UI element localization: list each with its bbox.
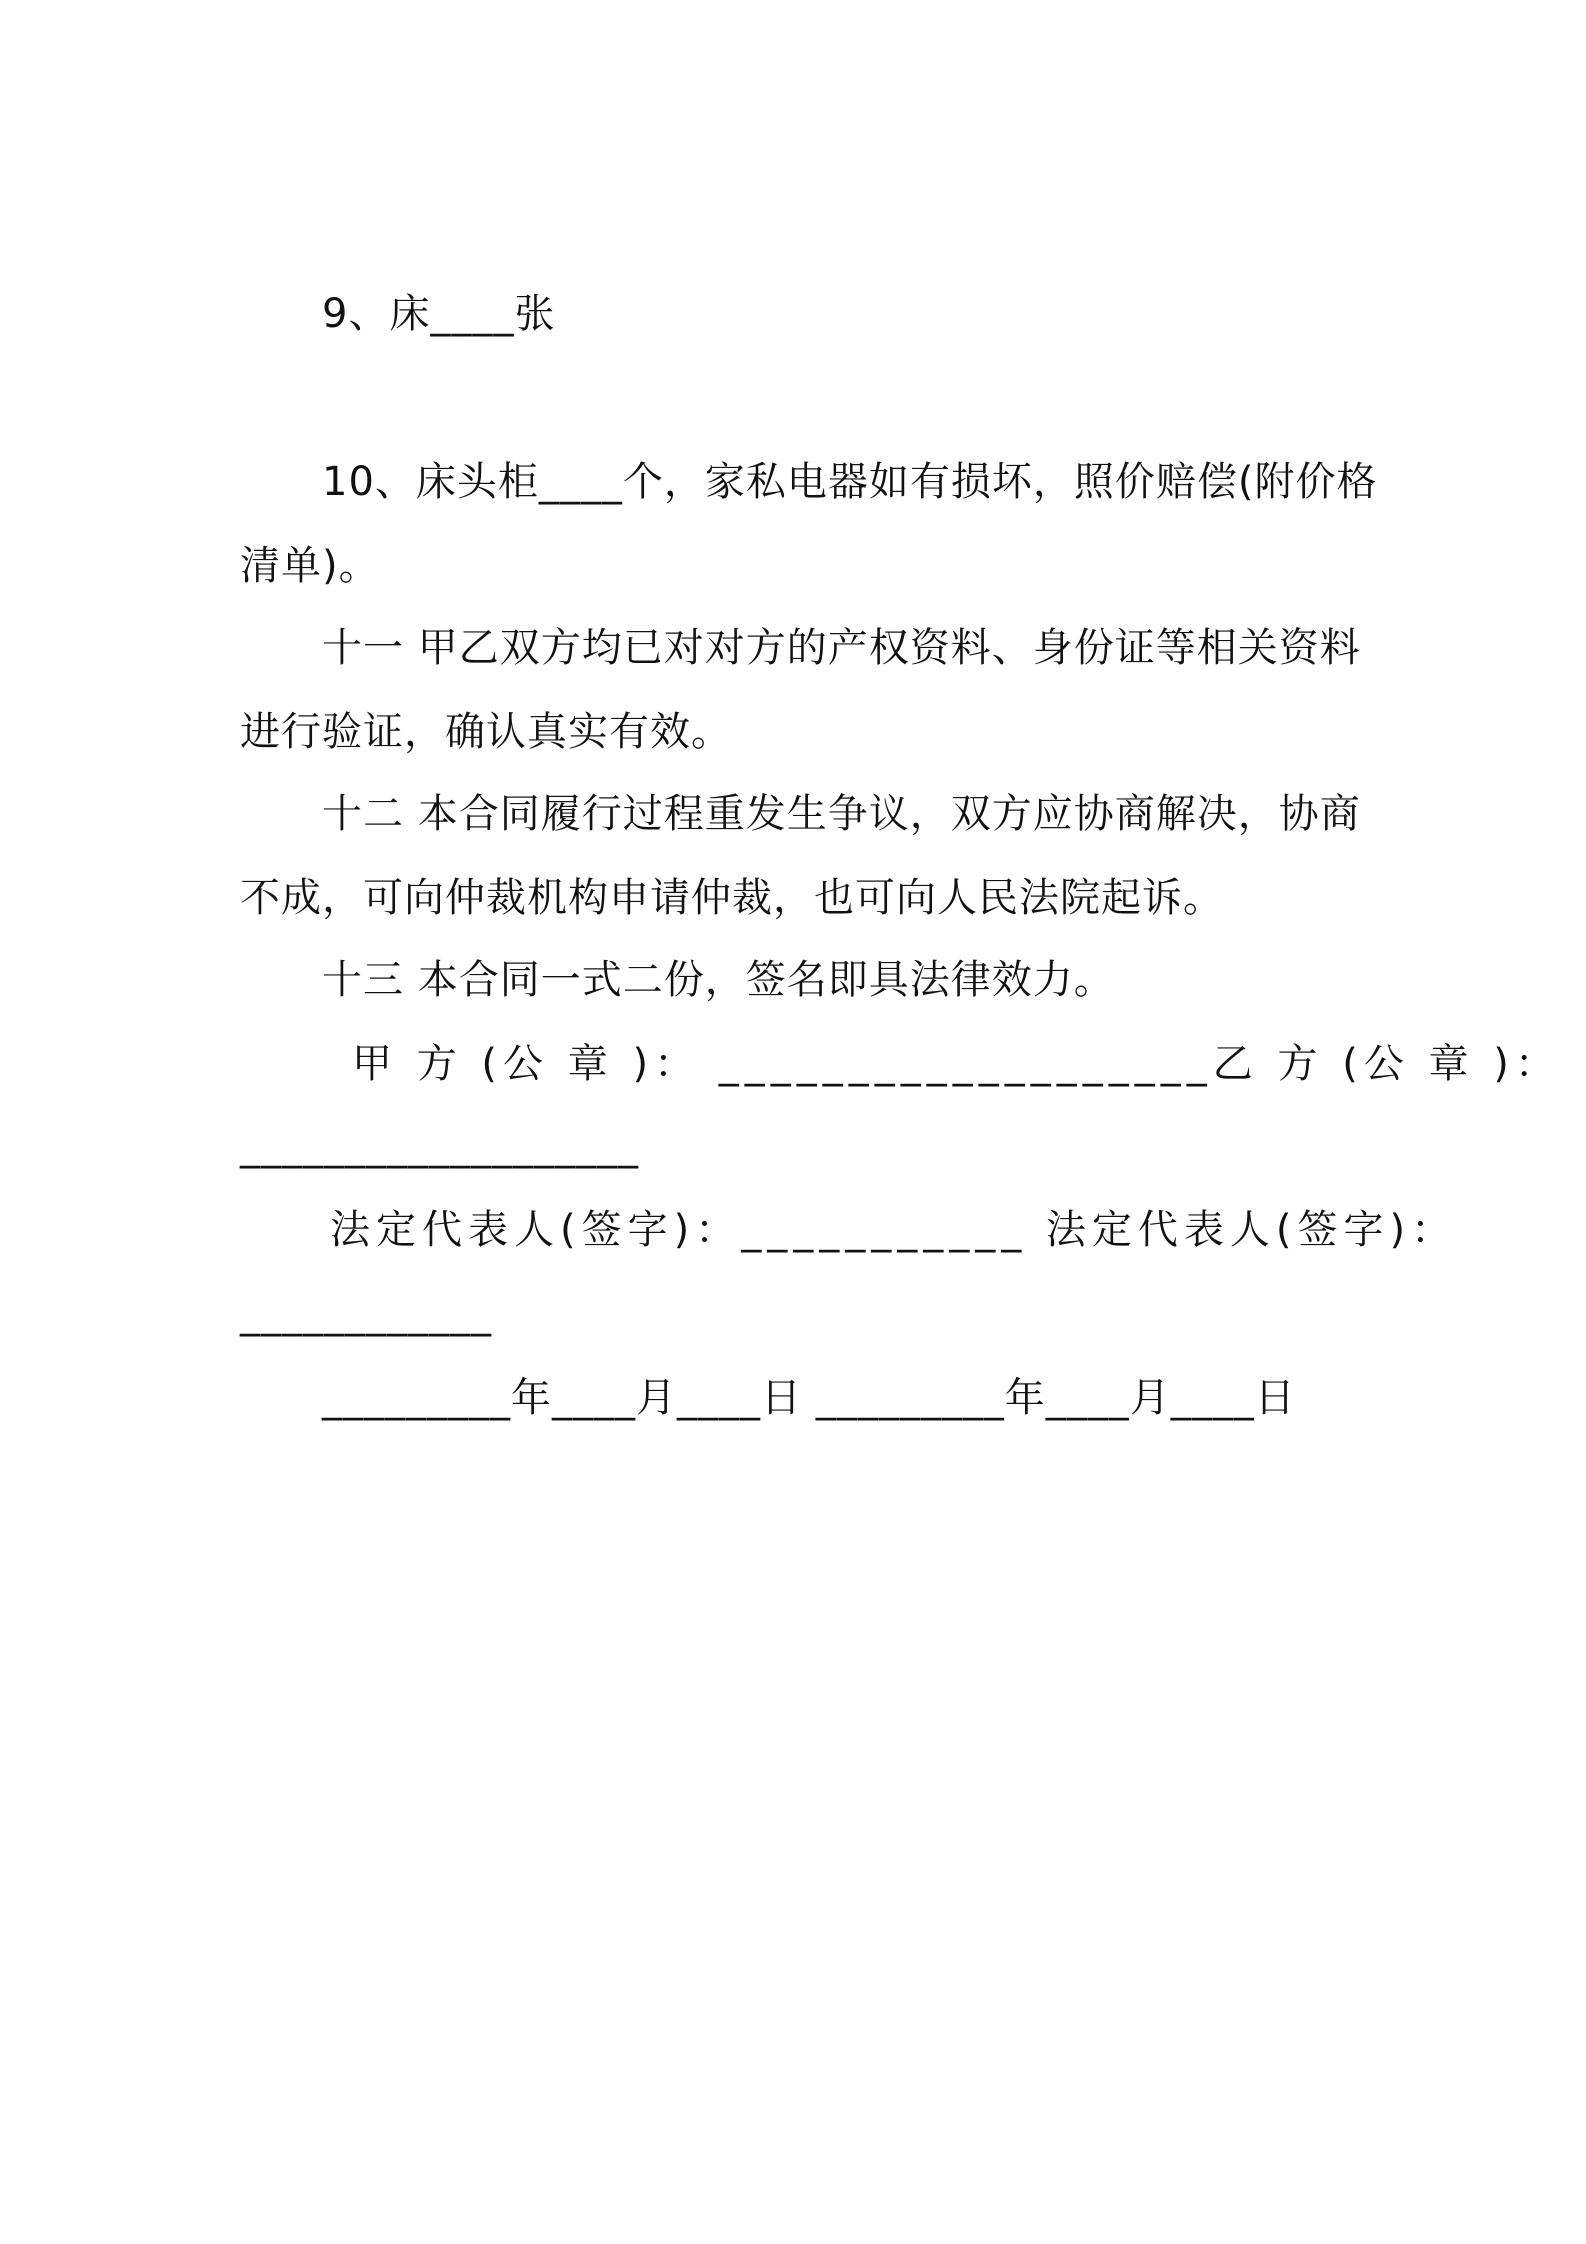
clause-12: 十二 本合同履行过程重发生争议，双方应协商解决，协商: [322, 791, 1361, 837]
item-9-bed: 9、床____张: [322, 291, 556, 337]
item-10-continuation: 清单)。: [240, 543, 380, 589]
party-seal-line: 甲 方 (公 章 )： ___________________乙 方 (公 章 )：: [352, 1041, 1561, 1087]
legal-representative-line: 法定代表人(签字)：___________ 法定代表人(签字)：: [330, 1207, 1458, 1253]
clause-12-continuation: 不成，可向仲裁机构申请仲裁，也可向人民法院起诉。: [240, 875, 1224, 921]
clause-11: 十一 甲乙双方均已对对方的产权资料、身份证等相关资料: [322, 625, 1361, 671]
date-line: _________年____月____日 _________年____月____日: [322, 1375, 1296, 1421]
clause-13: 十三 本合同一式二份，签名即具法律效力。: [322, 957, 1115, 1003]
item-10-bedside-cabinet: 10、床头柜____个，家私电器如有损坏，照价赔偿(附价格: [322, 459, 1378, 505]
party-b-seal-blank: ___________________: [240, 1123, 639, 1169]
clause-11-continuation: 进行验证，确认真实有效。: [240, 709, 732, 755]
legal-representative-b-blank: ____________: [240, 1291, 492, 1337]
